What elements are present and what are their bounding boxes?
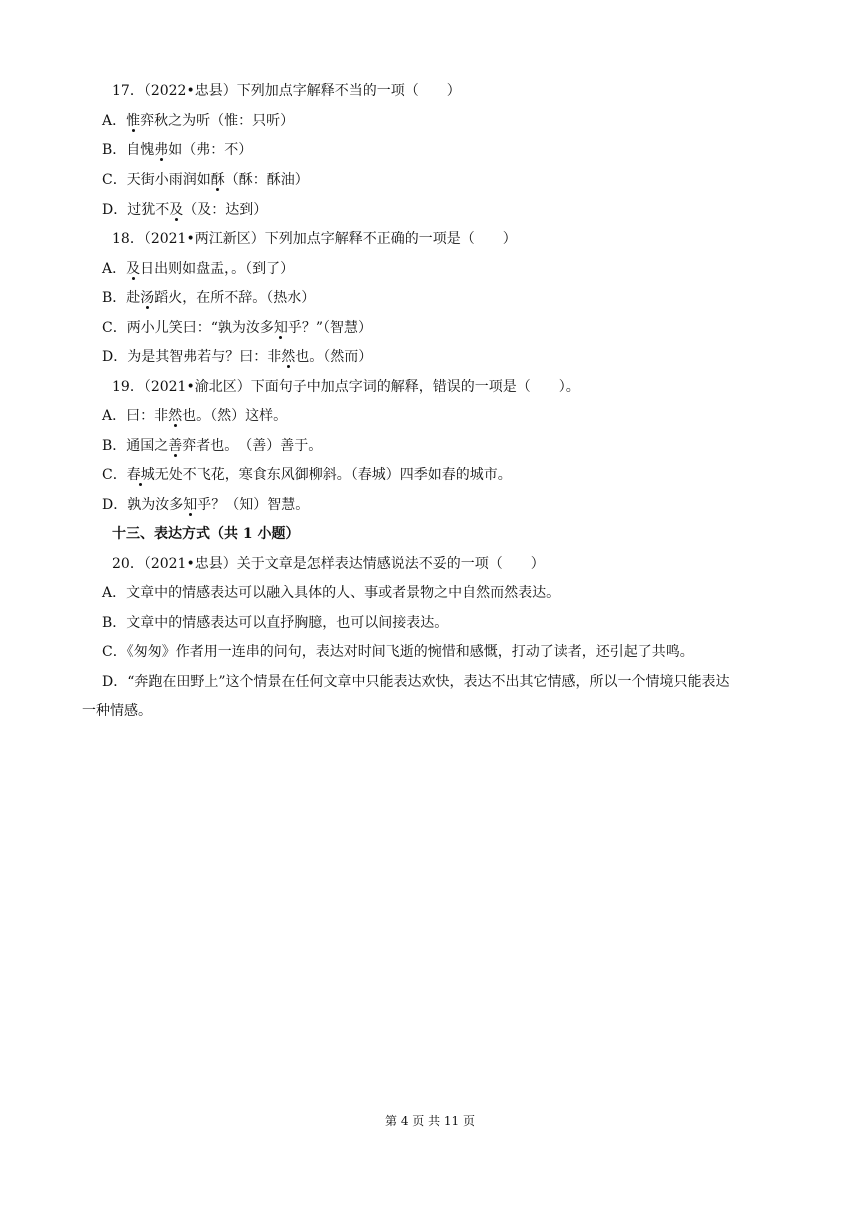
question-18-option-b: B．赴汤蹈火，在所不辞。（热水）: [102, 290, 316, 306]
question-17-option-a: A．惟弈秋之为听（惟：只听）: [102, 113, 295, 129]
page-footer: 第 4 页 共 11 页: [385, 1114, 475, 1128]
question-17-option-c: C．天街小雨润如酥（酥：酥油）: [102, 172, 309, 188]
emphasis-dot-char: 及: [169, 202, 184, 218]
question-19-option-d: D．孰为汝多知乎？（知）智慧。: [102, 497, 310, 513]
emphasis-dot-char: 及: [126, 261, 141, 277]
emphasis-dot-char: 弗: [154, 142, 169, 158]
question-18-option-a: A．及日出则如盘盂，。（到了）: [102, 261, 295, 277]
emphasis-dot-char: 惟: [126, 113, 141, 129]
emphasis-dot-char: 春城: [126, 467, 155, 483]
emphasis-dot-char: 酥: [210, 172, 225, 188]
question-19-option-a: A．曰：非然也。（然）这样。: [102, 408, 288, 424]
question-18-stem: 18．（2021•两江新区）下列加点字解释不正确的一项是（ ）: [112, 231, 517, 247]
question-20-stem: 20．（2021•忠县）关于文章是怎样表达情感说法不妥的一项（ ）: [112, 556, 545, 572]
emphasis-dot-char: 然: [168, 408, 183, 424]
emphasis-dot-char: 善: [168, 438, 183, 454]
emphasis-dot-char: 知: [183, 497, 198, 513]
emphasis-dot-char: 然: [281, 349, 296, 365]
emphasis-dot-char: 知: [273, 320, 288, 336]
question-18-option-d: D．为是其智弗若与？曰：非然也。（然而）: [102, 349, 373, 365]
section-heading: 十三、表达方式（共 1 小题）: [112, 526, 300, 542]
question-17-option-b: B．自愧弗如（弗：不）: [102, 142, 253, 158]
question-20-option-d: D．“奔跑在田野上”这个情景在任何文章中只能表达欢快，表达不出其它情感，所以一个情境只能表达: [102, 674, 730, 690]
question-18-option-c: C．两小儿笑曰：“孰为汝多知乎？”（智慧）: [102, 320, 373, 336]
question-20-option-b: B．文章中的情感表达可以直抒胸臆，也可以间接表达。: [102, 615, 449, 631]
question-20-option-a: A．文章中的情感表达可以融入具体的人、事或者景物之中自然而然表达。: [102, 585, 561, 601]
question-20-option-d-continuation: 一种情感。: [82, 703, 152, 719]
emphasis-dot-char: 汤: [140, 290, 155, 306]
question-19-stem: 19．（2021•渝北区）下面句子中加点字词的解释，错误的一项是（ ）。: [112, 379, 580, 395]
question-17-stem: 17．（2022•忠县）下列加点字解释不当的一项（ ）: [112, 83, 461, 99]
question-17-option-d: D．过犹不及（及：达到）: [102, 202, 268, 218]
question-20-option-c: C．《匆匆》作者用一连串的问句，表达对时间飞逝的惋惜和感慨，打动了读者，还引起了共鸣。: [102, 644, 694, 660]
question-19-option-b: B．通国之善弈者也。 （善）善于。: [102, 438, 323, 454]
question-19-option-c: C．春城无处不飞花，寒食东风御柳斜。（春城）四季如春的城市。: [102, 467, 512, 483]
